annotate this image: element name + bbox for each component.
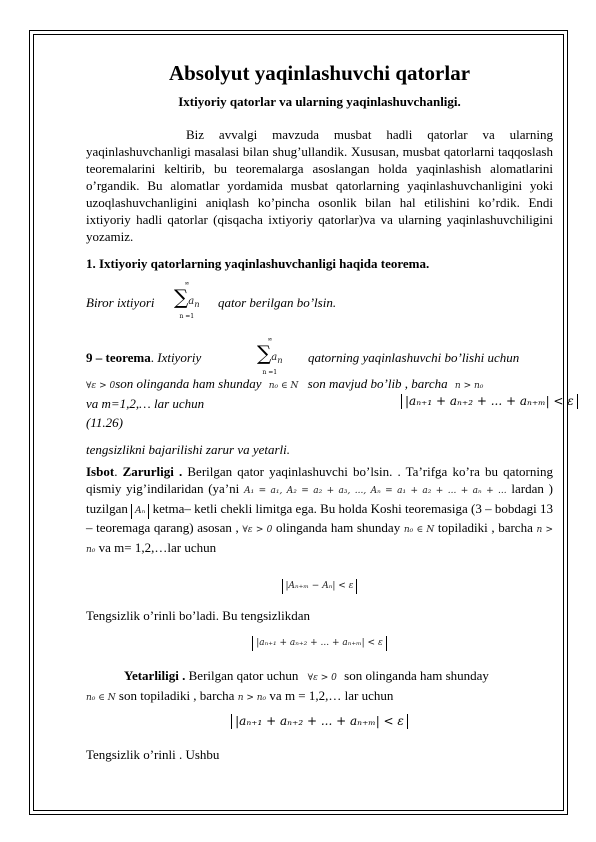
theorem-line-1b: qatorning yaqinlashuvchi bo’lishi uchun xyxy=(308,350,520,365)
intro-paragraph xyxy=(86,126,553,245)
theorem-line-3: va m=1,2,… lar uchun xyxy=(86,396,205,411)
page-title: Absolyut yaqinlashuvchi qatorlar xyxy=(168,61,471,85)
theorem-line-1: 9 – teorema. Ixtiyoriy xyxy=(86,350,202,365)
last-line: Tengsizlik o’rinli . Ushbu xyxy=(86,747,220,762)
equation-number: (11.26) xyxy=(86,415,123,430)
given-after: qator berilgan bo’lsin. xyxy=(218,295,337,310)
given-before: Biror ixtiyori xyxy=(86,295,155,310)
page-subtitle: Ixtiyoriy qatorlar va ularning yaqinlashuvchanligi. xyxy=(178,94,461,109)
sufficiency-line-2: n₀ ∈ N son topiladiki , barcha n > n₀ va m = 1,2,… lar uchun xyxy=(86,688,394,703)
theorem-line-5: tengsizlikni bajarilishi zarur va yetarli. xyxy=(86,442,291,457)
cauchy-inequality: |Aₙ₊ₘ − Aₙ| < ε xyxy=(86,575,553,594)
proof-paragraph: Isbot. Zarurligi . Berilgan qator yaqinlashuvchi bo’lsin. . Ta’rifga ko’ra bu qatorning qismiy yig’indilaridan (ya’ni A₁ = a₁, A₂ = a₂ + a₃, ..., Aₙ = a₁ + a₂ + ... + aₙ + ... lardan ) tuzilgan Aₙ ketma– ketli chekli limitga ega. Bu holda Koshi teoremasiga (3 – bobdagi 13 – teoremaga qarang) asosan , ∀ε > 0 olinganda ham shunday n₀ ∈ N topiladiki , barcha n > n₀ va m= 1,2,…lar uchun xyxy=(86,464,554,555)
intro-text: Biz avvalgi mavzuda musbat hadli qatorlar va ularning yaqinlashuvchanligi masalasi bilan shug’ullandik. Xususan, musbat qatorlarni taqqoslash teoremalarini keltirib, bu teoremalarga asoslangan holda yaqinlashish alomatlarini o’rgandik. Bu alomatlar yordamida musbat qatorlarning yaqinlashuvchanligini yoki uzoqlashuvchanligini aniqlash ko’pincha osonlik bilan hal etilishini ko’rdik. Endi ixtiyoriy hadli qatorlar (qisqacha ixtiyoriy qatorlar)va va ularning yaqinlashuvchiligini yozamiz. xyxy=(86,127,553,244)
theorem-inequality: |aₙ₊₁ + aₙ₊₂ + ... + aₙ₊ₘ| < ε xyxy=(401,392,578,409)
final-inequality: |aₙ₊₁ + aₙ₊₂ + ... + aₙ₊ₘ| < ε xyxy=(86,712,553,729)
section-heading: 1. Ixtiyoriy qatorlarning yaqinlashuvchanligi haqida teorema. xyxy=(86,256,430,271)
sum-symbol-1: ∞ $\sum a_n$ n =1 xyxy=(174,280,200,320)
derived-inequality: |aₙ₊₁ + aₙ₊₂ + ... + aₙ₊ₘ| < ε xyxy=(86,632,553,651)
sum-symbol-2: ∞ $\sum a_n$ n =1 xyxy=(257,336,283,376)
after-inequality-text: Tengsizlik o’rinli bo’ladi. Bu tengsizlikdan xyxy=(86,608,311,623)
theorem-line-2: ∀ε > 0son olinganda ham shunday n₀ ∈ N son mavjud bo’lib , barcha n > n₀ xyxy=(86,376,484,391)
sufficiency-line-1: Yetarliligi . Berilgan qator uchun ∀ε > 0 son olinganda ham shunday xyxy=(124,668,489,683)
